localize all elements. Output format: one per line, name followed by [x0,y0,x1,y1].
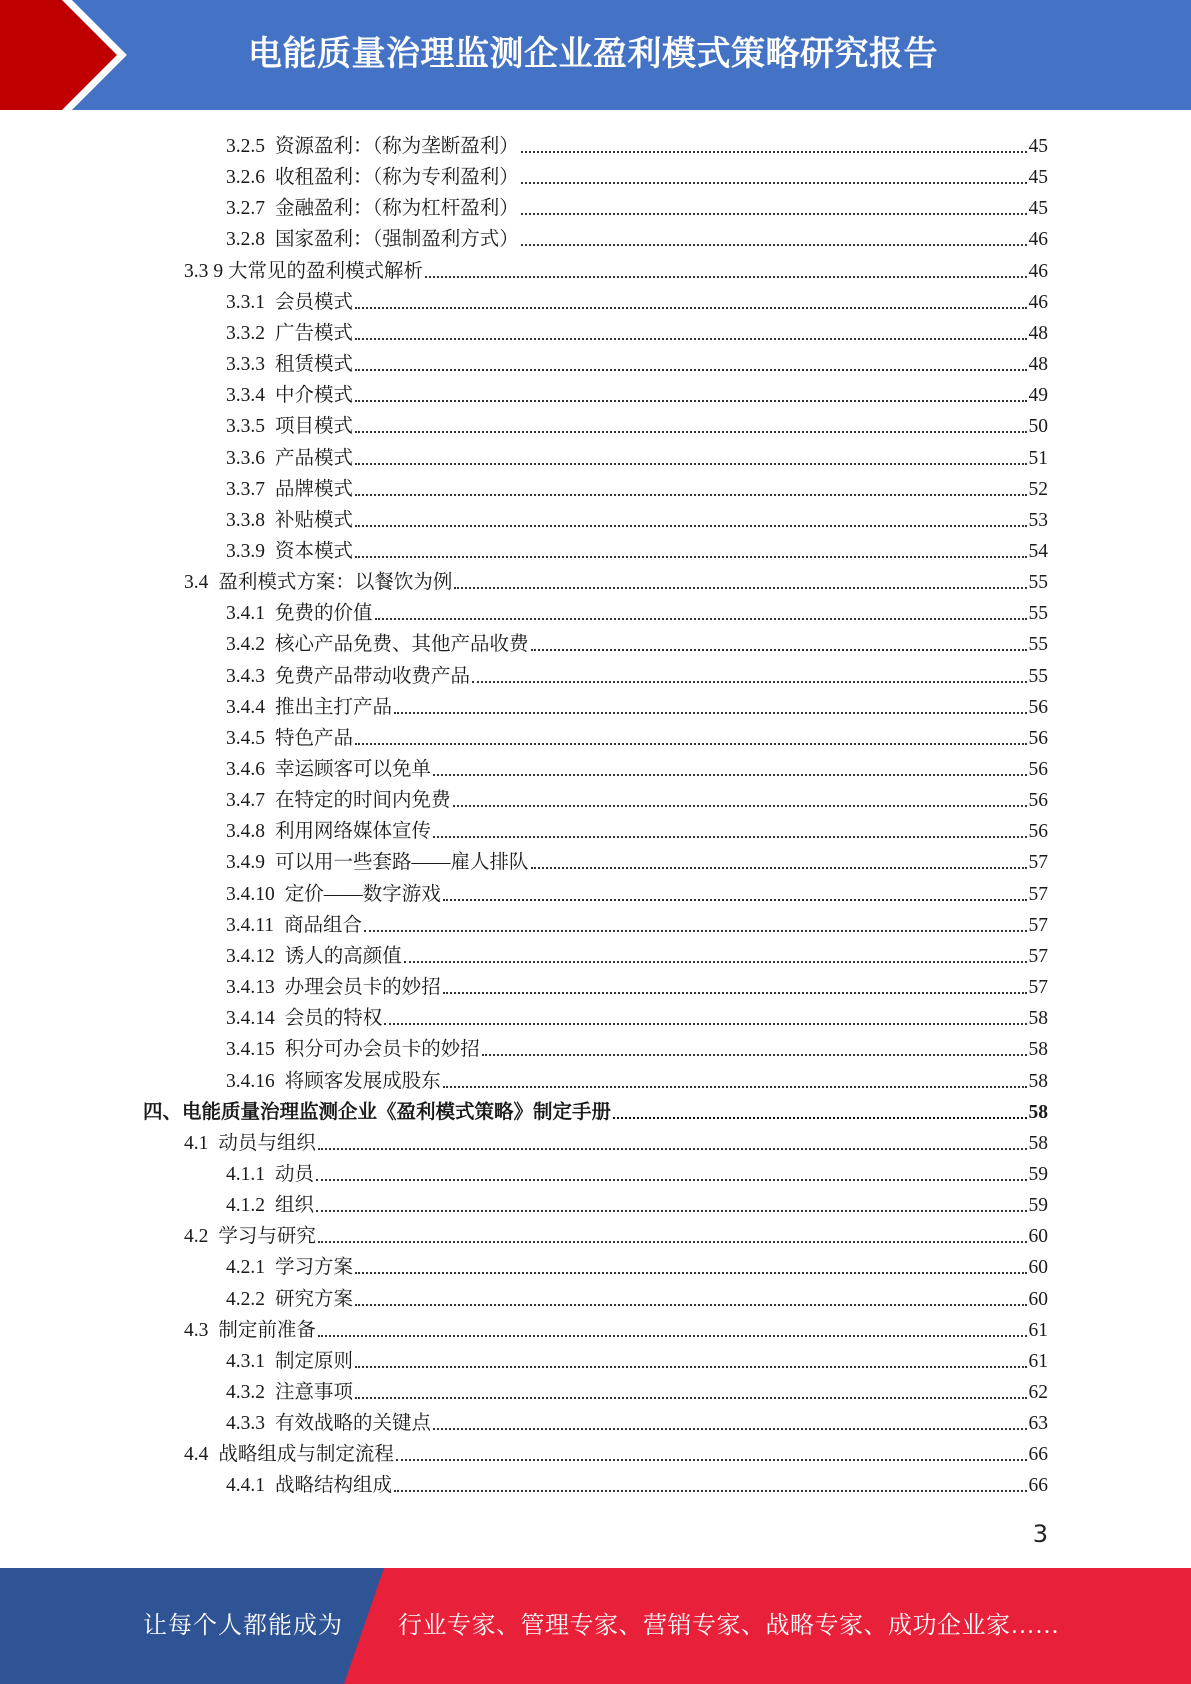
toc-entry-label: 特色产品 [275,727,354,749]
toc-entry-number: 3.3 [184,260,209,282]
page-number: 3 [1032,1520,1048,1548]
toc-dot-leader [521,213,1027,215]
toc-entry-page: 45 [1028,198,1048,220]
toc-entry[interactable] [226,1281,1048,1312]
toc-entry-number: 3.4.8 [226,821,265,843]
toc-entry-number: 4.2.2 [226,1288,265,1310]
toc-entry-label: 学习与研究 [218,1226,316,1248]
toc-entry[interactable] [226,1000,1048,1031]
toc-dot-leader [355,1366,1026,1368]
toc-entry-label: 战略结构组成 [275,1475,393,1497]
toc-entry[interactable] [184,253,1048,284]
toc-entry-page: 55 [1028,603,1048,625]
toc-entry-number: 3.3.3 [226,354,265,376]
toc-entry-label: 定价——数字游戏 [284,883,441,905]
toc-dot-leader [375,618,1027,620]
toc-dot-leader [396,1459,1027,1461]
toc-entry-label: 动员与组织 [218,1132,316,1154]
toc-entry-number: 4.4.1 [226,1475,265,1497]
toc-dot-leader [316,1179,1026,1181]
toc-dot-leader [394,1490,1026,1492]
toc-entry[interactable] [184,564,1048,595]
toc-entry-number: 4.1.2 [226,1195,265,1217]
toc-entry[interactable] [226,689,1048,720]
toc-dot-leader [531,649,1027,651]
toc-entry-number: 3.3.7 [226,478,265,500]
toc-entry-label: 组织 [275,1195,315,1217]
toc-entry[interactable] [226,751,1048,782]
toc-entry-number: 3.4.6 [226,759,265,780]
toc-entry-number: 3.3.1 [226,291,265,313]
toc-entry-label: 资源盈利：（称为垄断盈利） [275,136,519,157]
page-header [0,0,1191,110]
toc-dot-leader [453,805,1027,807]
toc-entry-number: 3.3.6 [226,447,265,469]
toc-entry-page: 59 [1028,1195,1048,1217]
toc-entry-number: 3.4.9 [226,852,265,874]
toc-dot-leader [384,1023,1026,1025]
toc-entry-number: 3.4.7 [226,790,265,812]
toc-entry-page: 57 [1028,883,1048,905]
toc-entry-label: 积分可办会员卡的妙招 [284,1039,480,1061]
toc-entry[interactable] [184,1218,1048,1249]
toc-entry-number: 4.2 [184,1226,209,1248]
toc-entry-page: 61 [1028,1350,1048,1372]
toc-entry[interactable] [226,190,1048,221]
toc-entry[interactable] [226,720,1048,751]
toc-entry-page: 57 [1028,945,1048,967]
toc-entry-label: 收租盈利：（称为专利盈利） [275,167,519,189]
toc-entry-number: 3.2.5 [226,136,265,157]
toc-dot-leader [355,431,1026,433]
toc-entry[interactable] [226,626,1048,657]
toc-entry[interactable] [226,377,1048,408]
toc-entry-page: 56 [1028,821,1048,843]
toc-entry[interactable] [226,315,1048,346]
toc-dot-leader [318,1335,1027,1337]
header-arrow-decoration [0,0,160,110]
toc-entry-label: 学习方案 [275,1257,354,1279]
toc-entry-label: 推出主打产品 [275,696,393,718]
toc-entry[interactable] [184,1312,1048,1343]
toc-entry-number: 3.4 [184,572,209,594]
toc-entry[interactable] [226,1031,1048,1062]
toc-dot-leader [613,1117,1026,1119]
toc-entry[interactable] [226,907,1048,938]
toc-entry-number: 3.4.5 [226,727,265,749]
toc-entry[interactable] [226,221,1048,252]
footer-slogan-right: 行业专家、管理专家、营销专家、战略专家、成功企业家…… [398,1613,1060,1639]
toc-entry-label: 租赁模式 [275,354,354,376]
toc-entry-number: 3.4.11 [226,914,275,936]
toc-entry-number: 4.3.2 [226,1382,265,1403]
toc-entry-label: 诱人的高颜值 [284,945,402,967]
toc-dot-leader [521,182,1027,184]
toc-dot-leader [443,899,1027,901]
toc-entry-label: 可以用一些套路——雇人排队 [275,852,529,874]
toc-entry-number: 3.4.12 [226,945,275,967]
toc-entry-label: 项目模式 [275,416,354,438]
toc-entry[interactable] [226,1249,1048,1280]
toc-dot-leader [425,276,1026,278]
toc-dot-leader [355,369,1026,371]
toc-entry-page: 57 [1028,914,1048,936]
toc-dot-leader [433,1428,1026,1430]
toc-entry-number: 3.4.1 [226,603,265,625]
toc-entry-label: 商品组合 [284,914,363,936]
toc-entry-page: 66 [1028,1475,1048,1497]
toc-entry-page: 63 [1028,1413,1048,1435]
toc-entry-label: 幸运顾客可以免单 [275,759,432,780]
toc-entry-label: 电能质量治理监测企业《盈利模式策略》制定手册 [182,1101,612,1123]
toc-entry-number: 3.4.16 [226,1070,275,1092]
toc-entry-label: 制定原则 [275,1350,354,1372]
toc-entry-number: 3.3.8 [226,509,265,531]
toc-entry-label: 动员 [275,1163,315,1185]
page-footer [0,1568,1191,1684]
toc-entry[interactable] [226,533,1048,564]
toc-entry-number: 4.3.1 [226,1350,265,1372]
toc-dot-leader [355,743,1026,745]
toc-dot-leader [318,1241,1027,1243]
toc-entry[interactable] [226,159,1048,190]
toc-entry[interactable] [226,844,1048,875]
toc-entry[interactable] [226,658,1048,689]
toc-entry[interactable] [226,782,1048,813]
toc-entry-page: 58 [1028,1070,1048,1092]
toc-entry-number: 3.4.10 [226,883,275,905]
toc-dot-leader [355,400,1026,402]
toc-entry[interactable] [226,440,1048,471]
toc-entry-number: 3.2.7 [226,198,265,220]
toc-entry-page: 45 [1028,136,1048,157]
toc-entry[interactable] [226,502,1048,533]
toc-dot-leader [355,463,1026,465]
toc-entry[interactable] [226,408,1048,439]
toc-entry-page: 45 [1028,167,1048,189]
toc-entry-number: 4.2.1 [226,1257,265,1279]
toc-entry-number: 4.3.3 [226,1413,265,1435]
toc-entry-label: 利用网络媒体宣传 [275,821,432,843]
toc-entry[interactable] [226,969,1048,1000]
toc-dot-leader [355,338,1026,340]
toc-entry-number: 四、 [143,1101,183,1123]
toc-entry[interactable] [226,471,1048,502]
toc-entry[interactable] [184,1125,1048,1156]
toc-entry-page: 59 [1028,1163,1048,1185]
toc-dot-leader [521,244,1027,246]
toc-entry-page: 56 [1028,727,1048,749]
toc-entry-number: 4.1 [184,1132,209,1154]
toc-entry-label: 研究方案 [275,1288,354,1310]
toc-entry-number: 3.4.15 [226,1039,275,1061]
toc-dot-leader [433,836,1026,838]
toc-entry-page: 58 [1028,1008,1048,1030]
toc-entry-number: 3.3.4 [226,385,265,407]
toc-dot-leader [355,1272,1026,1274]
toc-entry-page: 58 [1028,1132,1048,1154]
toc-entry-page: 62 [1028,1382,1048,1403]
toc-entry-label: 广告模式 [275,322,354,344]
toc-dot-leader [433,774,1026,776]
toc-entry-page: 60 [1028,1257,1048,1279]
toc-entry-number: 3.4.3 [226,665,265,687]
toc-entry-label: 盈利模式方案：以餐饮为例 [218,572,453,594]
toc-dot-leader [355,307,1026,309]
toc-entry[interactable] [226,938,1048,969]
toc-entry-label: 注意事项 [275,1382,354,1403]
toc-entry-page: 56 [1028,759,1048,780]
toc-entry[interactable] [226,1374,1048,1405]
toc-entry-label: 产品模式 [275,447,354,469]
toc-entry-label: 战略组成与制定流程 [218,1444,394,1466]
toc-dot-leader [531,867,1027,869]
document-title: 电能质量治理监测企业盈利模式策略研究报告 [248,34,938,74]
toc-entry-page: 55 [1028,572,1048,594]
toc-entry[interactable] [226,876,1048,907]
toc-entry[interactable] [226,813,1048,844]
toc-dot-leader [454,587,1026,589]
toc-dot-leader [482,1054,1027,1056]
toc-entry-number: 3.3.2 [226,322,265,344]
toc-entry-label: 补贴模式 [275,509,354,531]
toc-entry[interactable] [226,1467,1048,1498]
toc-entry-page: 55 [1028,634,1048,656]
toc-entry-page: 50 [1028,416,1048,438]
toc-dot-leader [364,930,1026,932]
toc-entry-number: 4.3 [184,1319,209,1341]
toc-entry-number: 4.1.1 [226,1163,265,1185]
toc-entry-number: 4.4 [184,1444,209,1466]
toc-entry-page: 48 [1028,322,1048,344]
toc-entry[interactable] [226,128,1048,159]
toc-entry-label: 中介模式 [275,385,354,407]
toc-entry[interactable] [226,1343,1048,1374]
toc-dot-leader [443,1086,1027,1088]
toc-entry[interactable] [226,1187,1048,1218]
toc-entry-label: 9 大常见的盈利模式解析 [213,260,424,282]
toc-entry-number: 3.4.13 [226,977,275,999]
toc-entry-number: 3.4.4 [226,696,265,718]
toc-entry-page: 60 [1028,1226,1048,1248]
toc-entry-page: 57 [1028,852,1048,874]
toc-entry-page: 55 [1028,665,1048,687]
toc-entry-page: 66 [1028,1444,1048,1466]
toc-entry-page: 60 [1028,1288,1048,1310]
toc-dot-leader [472,681,1026,683]
toc-entry-label: 品牌模式 [275,478,354,500]
toc-dot-leader [521,151,1027,153]
toc-entry[interactable] [143,1094,1048,1125]
toc-entry-number: 3.3.5 [226,416,265,438]
toc-entry[interactable] [226,1156,1048,1187]
toc-dot-leader [316,1210,1026,1212]
toc-dot-leader [355,556,1026,558]
toc-entry[interactable] [226,595,1048,626]
toc-dot-leader [394,712,1026,714]
toc-entry[interactable] [226,1063,1048,1094]
toc-entry-page: 58 [1028,1101,1048,1123]
toc-entry-number: 3.2.6 [226,167,265,189]
toc-entry-page: 46 [1028,260,1048,282]
toc-entry-page: 54 [1028,540,1048,562]
toc-entry-page: 61 [1028,1319,1048,1341]
toc-entry-label: 会员的特权 [284,1008,383,1030]
toc-entry-label: 在特定的时间内免费 [275,790,451,812]
toc-entry[interactable] [184,1436,1048,1467]
toc-entry-number: 3.4.14 [226,1008,275,1030]
toc-dot-leader [404,961,1027,963]
toc-entry-label: 资本模式 [275,540,354,562]
toc-entry-label: 核心产品免费、其他产品收费 [275,634,529,656]
toc-dot-leader [443,992,1027,994]
toc-entry-page: 46 [1028,291,1048,313]
toc-dot-leader [355,1304,1026,1306]
toc-entry-label: 国家盈利：（强制盈利方式） [275,229,519,251]
toc-entry[interactable] [226,284,1048,315]
toc-entry-page: 56 [1028,790,1048,812]
toc-entry-page: 58 [1028,1039,1048,1061]
toc-entry-label: 制定前准备 [218,1319,316,1341]
toc-entry-label: 会员模式 [275,291,354,313]
toc-entry-label: 将顾客发展成股东 [284,1070,441,1092]
toc-entry-page: 53 [1028,509,1048,531]
toc-entry-label: 金融盈利：（称为杠杆盈利） [275,198,519,220]
toc-entry-label: 免费的价值 [275,603,373,625]
toc-entry[interactable] [226,1405,1048,1436]
toc-dot-leader [355,525,1026,527]
toc-entry-label: 免费产品带动收费产品 [275,665,471,687]
toc-entry-number: 3.4.2 [226,634,265,656]
toc-entry-page: 51 [1028,447,1048,469]
toc-entry-page: 52 [1028,478,1048,500]
toc-entry-number: 3.2.8 [226,229,265,251]
footer-slogan-left: 让每个人都能成为 [143,1613,343,1639]
toc-entry-page: 56 [1028,696,1048,718]
toc-dot-leader [355,494,1026,496]
toc-entry-page: 48 [1028,354,1048,376]
toc-entry-page: 46 [1028,229,1048,251]
toc-entry-page: 49 [1028,385,1048,407]
toc-entry-label: 有效战略的关键点 [275,1413,432,1435]
toc-dot-leader [355,1397,1026,1399]
toc-entry-label: 办理会员卡的妙招 [284,977,441,999]
toc-dot-leader [318,1148,1027,1150]
toc-entry[interactable] [226,346,1048,377]
toc-entry-page: 57 [1028,977,1048,999]
toc-entry-number: 3.3.9 [226,540,265,562]
